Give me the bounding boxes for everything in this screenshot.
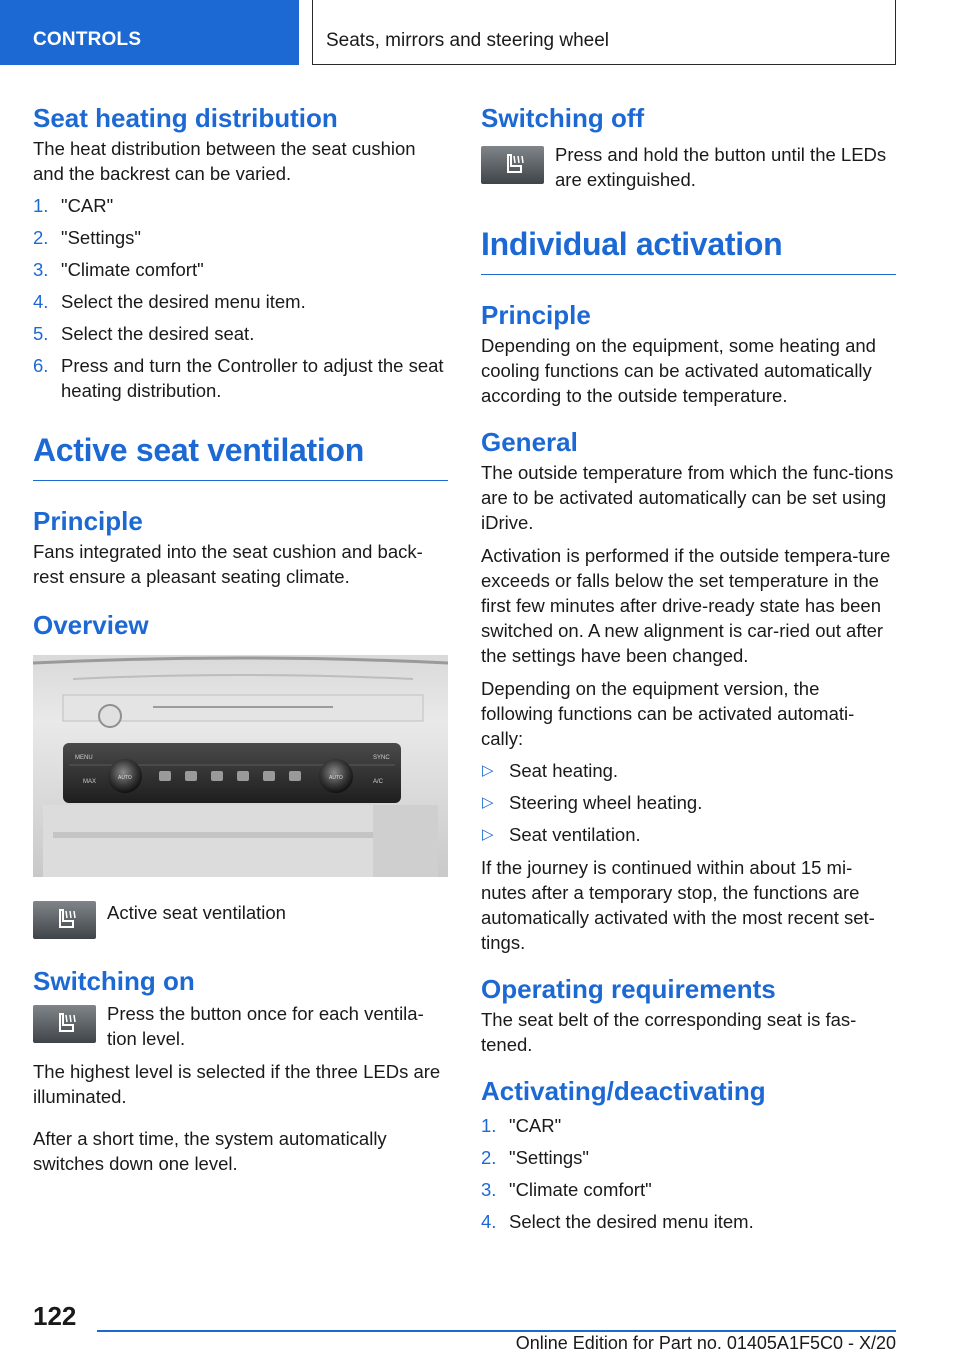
- list-item: 1. "CAR": [33, 195, 114, 216]
- operating-requirements-heading: Operating requirements: [481, 974, 776, 1004]
- principle-heading: Principle: [481, 300, 591, 330]
- general-paragraph: The outside temperature from which the func-tions are to be activated automatically can be set using iDrive.: [481, 462, 894, 533]
- list-item: 6. Press and turn the Controller to adjust the seat heating distribution.: [33, 355, 444, 401]
- switching-off-row: [481, 142, 896, 192]
- header-section-label: CONTROLS: [33, 29, 142, 50]
- active-seat-ventilation-heading: Active seat ventilation: [33, 428, 448, 481]
- list-item: 3. "Climate comfort": [33, 259, 204, 280]
- climate-panel-illustration: [33, 655, 448, 877]
- page-number: 122: [33, 1301, 77, 1331]
- overview-heading: Overview: [33, 610, 149, 640]
- seat-ventilation-button-icon: [33, 1005, 96, 1043]
- activating-deactivating-heading: Activating/deactivating: [481, 1076, 766, 1106]
- switching-on-heading: Switching on: [33, 966, 195, 996]
- panel-menu-label: MENU: [75, 755, 93, 761]
- panel-sync-label: SYNC: [373, 755, 390, 761]
- switching-off-text: Press and hold the button until the LEDs are extinguished.: [555, 144, 887, 190]
- highest-level-text: The highest level is selected if the three LEDs are illuminated.: [33, 1061, 441, 1107]
- general-heading: General: [481, 427, 578, 457]
- seat-ventilation-button-icon: [33, 901, 96, 939]
- list-item: ▷ Seat ventilation.: [482, 824, 641, 845]
- list-item: 3. "Climate comfort": [481, 1179, 652, 1200]
- list-item: 2. "Settings": [481, 1147, 589, 1168]
- list-item: 1. "CAR": [481, 1115, 562, 1136]
- switching-on-text: Press the button once for each ventila-tion level.: [107, 1003, 424, 1049]
- footer-divider: [97, 1330, 896, 1332]
- header-chapter-box: [312, 0, 896, 65]
- list-item: ▷ Seat heating.: [482, 760, 619, 781]
- principle-heading: Principle: [33, 506, 143, 536]
- right-column: [481, 100, 896, 1234]
- seat-ventilation-button-icon: [481, 146, 544, 184]
- overview-caption: Active seat ventilation: [107, 902, 286, 923]
- general-paragraph: Depending on the equipment version, the following functions can be activated automati-cally:: [481, 678, 855, 749]
- general-paragraph: If the journey is continued within about 15 mi-nutes after a temporary stop, the functions are automatically activated with the most recent set-tings.: [481, 857, 875, 953]
- principle-text: Depending on the equipment, some heating and cooling functions can be activated automatically according to the outside temperature.: [481, 335, 876, 406]
- panel-auto-right-label: AUTO: [329, 775, 343, 781]
- list-item: 4. Select the desired menu item.: [33, 291, 306, 312]
- auto-functions-list: [481, 758, 896, 847]
- switching-off-heading: Switching off: [481, 103, 645, 133]
- header-section-tab: [0, 0, 299, 65]
- list-item: 5. Select the desired seat.: [33, 323, 255, 344]
- seat-heating-steps: [33, 193, 448, 403]
- header-chapter-label: Seats, mirrors and steering wheel: [326, 30, 610, 51]
- panel-ac-label: A/C: [373, 779, 384, 785]
- operating-requirements-text: The seat belt of the corresponding seat is fas-tened.: [481, 1009, 857, 1055]
- panel-max-label: MAX: [83, 779, 97, 785]
- triangle-bullet-icon: ▷: [482, 762, 494, 779]
- active-seat-ventilation-row: [33, 897, 448, 939]
- triangle-bullet-icon: ▷: [482, 826, 494, 843]
- general-paragraph: Activation is performed if the outside tempera-ture exceeds or falls below the set temperature in the first few minutes after drive-ready state has been switched on. A new alignment is car-ried out after the settings have been changed.: [481, 545, 891, 666]
- seat-heating-distribution-heading: Seat heating distribution: [33, 103, 338, 133]
- after-short-time-text: After a short time, the system automatically switches down one level.: [33, 1128, 387, 1174]
- panel-auto-left-label: AUTO: [118, 775, 132, 781]
- footer-edition: Online Edition for Part no. 01405A1F5C0 - X/20: [515, 1333, 896, 1353]
- triangle-bullet-icon: ▷: [482, 794, 494, 811]
- list-item: ▷ Steering wheel heating.: [482, 792, 703, 813]
- list-item: 4. Select the desired menu item.: [481, 1211, 754, 1232]
- seat-heating-distribution-intro: The heat distribution between the seat cushion and the backrest can be varied.: [33, 138, 416, 184]
- switching-on-row: [33, 1001, 448, 1051]
- individual-activation-heading: Individual activation: [481, 222, 896, 275]
- climate-panel-photo: [33, 655, 448, 877]
- activating-steps: [481, 1113, 896, 1234]
- left-column: [33, 100, 448, 1176]
- principle-text: Fans integrated into the seat cushion and back-rest ensure a pleasant seating climate.: [33, 541, 423, 587]
- list-item: 2. "Settings": [33, 227, 141, 248]
